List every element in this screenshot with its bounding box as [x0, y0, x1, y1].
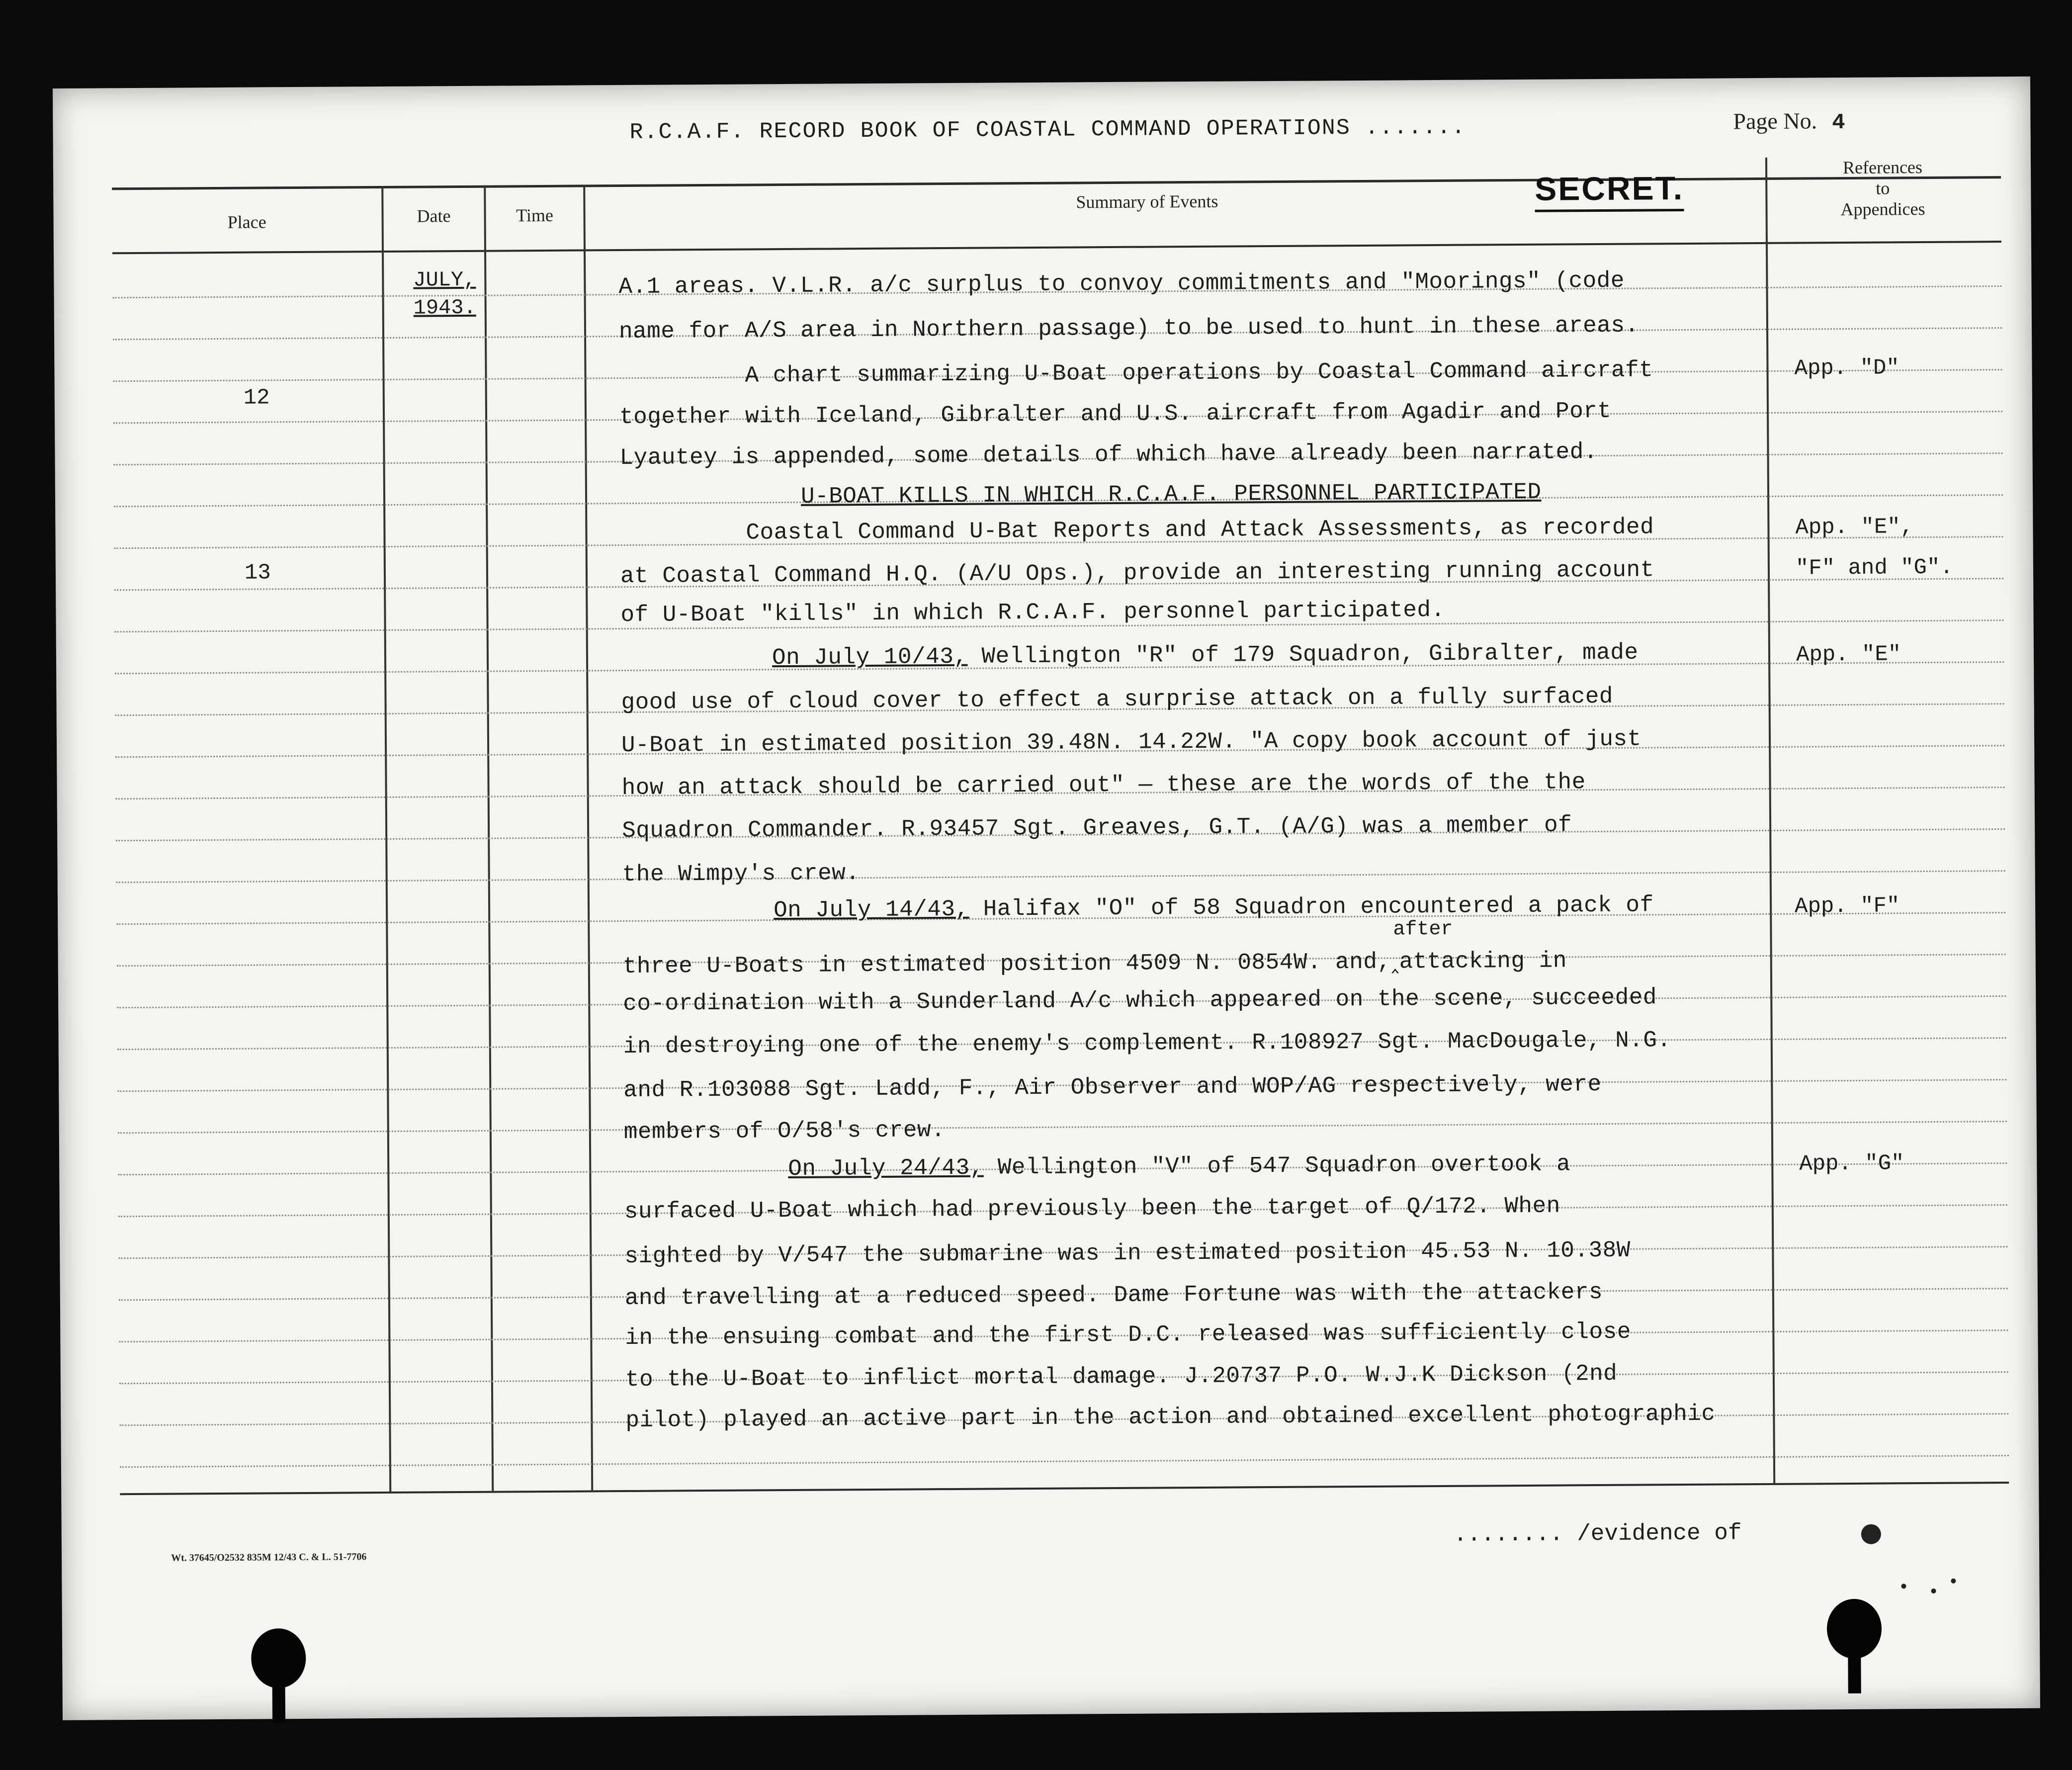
handwritten-insertion: after [1393, 918, 1453, 941]
summary-line: and R.103088 Sgt. Ladd, F., Air Observer and WOP/AG respectively, were [623, 1071, 1602, 1104]
summary-line: U-Boat in estimated position 39.48N. 14.22W. "A copy book account of just [621, 726, 1641, 759]
page-label: Page No. [1733, 108, 1817, 134]
ink-speck [1951, 1579, 1956, 1584]
date-underlined: On July 10/43, [772, 643, 968, 671]
ruled-line [118, 1121, 2007, 1134]
form-code: Wt. 37645/O2532 835M 12/43 C. & L. 51-7706 [171, 1551, 367, 1564]
summary-line: On July 14/43, Halifax "O" of 58 Squadron encountered a pack of [773, 892, 1654, 924]
summary-line: members of O/58's crew. [623, 1117, 946, 1146]
column-head-place: Place [227, 212, 266, 232]
summary-line: three U-Boats in estimated position 4509 N. 0854W. and,‸attacking in [622, 948, 1567, 980]
header-bottom-rule [112, 241, 2001, 254]
summary-line: and travelling at a reduced speed. Dame Fortune was with the attackers [624, 1279, 1603, 1312]
summary-line: A.1 areas. V.L.R. a/c surplus to convoy commitments and "Moorings" (code [618, 267, 1625, 300]
table-bottom-rule [120, 1482, 2009, 1495]
summary-line: surfaced U-Boat which had previously been the target of Q/172. When [624, 1193, 1560, 1225]
summary-line: On July 10/43, Wellington "R" of 179 Squadron, Gibralter, made [772, 639, 1639, 671]
column-head-references [1768, 156, 1997, 220]
page-number: 4 [1831, 110, 1845, 136]
ink-blot [1861, 1524, 1881, 1544]
summary-line: to the U-Boat to inflict mortal damage. J.20737 P.O. W.J.K Dickson (2nd [625, 1360, 1618, 1393]
date-underlined: On July 14/43, [773, 896, 969, 924]
references-head-line1: References [1842, 157, 1923, 178]
continuation-note: ........ /evidence of [1453, 1520, 1742, 1548]
reference-app-e-f-g: App. "E", [1795, 515, 1914, 540]
summary-line: in destroying one of the enemy's complement. R.108927 Sgt. MacDougale, N.G. [623, 1027, 1671, 1060]
summary-line: name for A/S area in Northern passage) to be used to hunt in these areas. [618, 312, 1639, 345]
summary-line: Squadron Commander. R.93457 Sgt. Greaves, G.T. (A/G) was a member of [621, 812, 1572, 844]
reference-app-f: App. "F" [1794, 893, 1900, 919]
place-12: 12 [243, 385, 270, 411]
ink-speck [1931, 1589, 1936, 1593]
secret-stamp: SECRET. [1535, 169, 1684, 212]
summary-line: the Wimpy's crew. [622, 860, 860, 888]
summary-line: how an attack should be carried out" — these are the words of the the [621, 769, 1586, 801]
date-month: JULY, [413, 267, 476, 292]
references-head-line2: to [1876, 178, 1890, 198]
summary-line: On July 24/43, Wellington "V" of 547 Squadron overtook a [788, 1151, 1571, 1182]
summary-line: Lyautey is appended, some details of which have already been narrated. [619, 439, 1598, 471]
reference-app-g: App. "G" [1799, 1151, 1904, 1177]
summary-line: together with Iceland, Gibralter and U.S. aircraft from Agadir and Port [619, 398, 1612, 431]
summary-line: at Coastal Command H.Q. (A/U Ops.), provide an interesting running account [620, 557, 1654, 590]
binder-hole-right-tail [1848, 1644, 1861, 1693]
date-year: 1943. [413, 295, 476, 320]
binder-hole-left-tail [272, 1673, 285, 1723]
ruled-line [116, 870, 2005, 883]
column-divider-summary [1765, 158, 1775, 1485]
references-head-line3: Appendices [1840, 198, 1925, 220]
place-13: 13 [244, 560, 271, 586]
summary-line: Coastal Command U-Bat Reports and Attack Assessments, as recorded [620, 514, 1654, 547]
reference-f-and-g: "F" and "G". [1795, 555, 1953, 581]
summary-line: good use of cloud cover to effect a surprise attack on a fully surfaced [621, 683, 1614, 716]
summary-line: in the ensuing combat and the first D.C. released was sufficiently close [625, 1319, 1632, 1351]
column-head-time: Time [516, 205, 554, 226]
record-book-page [53, 77, 2040, 1720]
ruled-line [120, 1455, 2009, 1468]
page-number-label [1733, 107, 1845, 136]
reference-app-d: App. "D" [1794, 355, 1899, 381]
reference-app-e: App. "E" [1796, 642, 1901, 668]
page-title: R.C.A.F. RECORD BOOK OF COASTAL COMMAND OPERATIONS ....... [629, 114, 1466, 145]
summary-line: sighted by V/547 the submarine was in estimated position 45.53 N. 10.38W [624, 1237, 1631, 1270]
summary-line: pilot) played an active part in the action and obtained excellent photographic [625, 1401, 1716, 1434]
section-heading: U-BOAT KILLS IN WHICH R.C.A.F. PERSONNEL PARTICIPATED [800, 479, 1542, 510]
ink-speck [1901, 1584, 1906, 1589]
date-underlined: On July 24/43, [788, 1154, 984, 1182]
summary-line: A chart summarizing U-Boat operations by Coastal Command aircraft [619, 357, 1653, 390]
column-head-summary: Summary of Events [1076, 191, 1218, 212]
date-entry [395, 266, 495, 322]
header-top-rule [112, 176, 2001, 190]
summary-line: of U-Boat "kills" in which R.C.A.F. personnel participated. [620, 597, 1445, 628]
column-head-date: Date [417, 206, 451, 226]
summary-line: co-ordination with a Sunderland A/c which appeared on the scene, succeeded [623, 984, 1657, 1017]
